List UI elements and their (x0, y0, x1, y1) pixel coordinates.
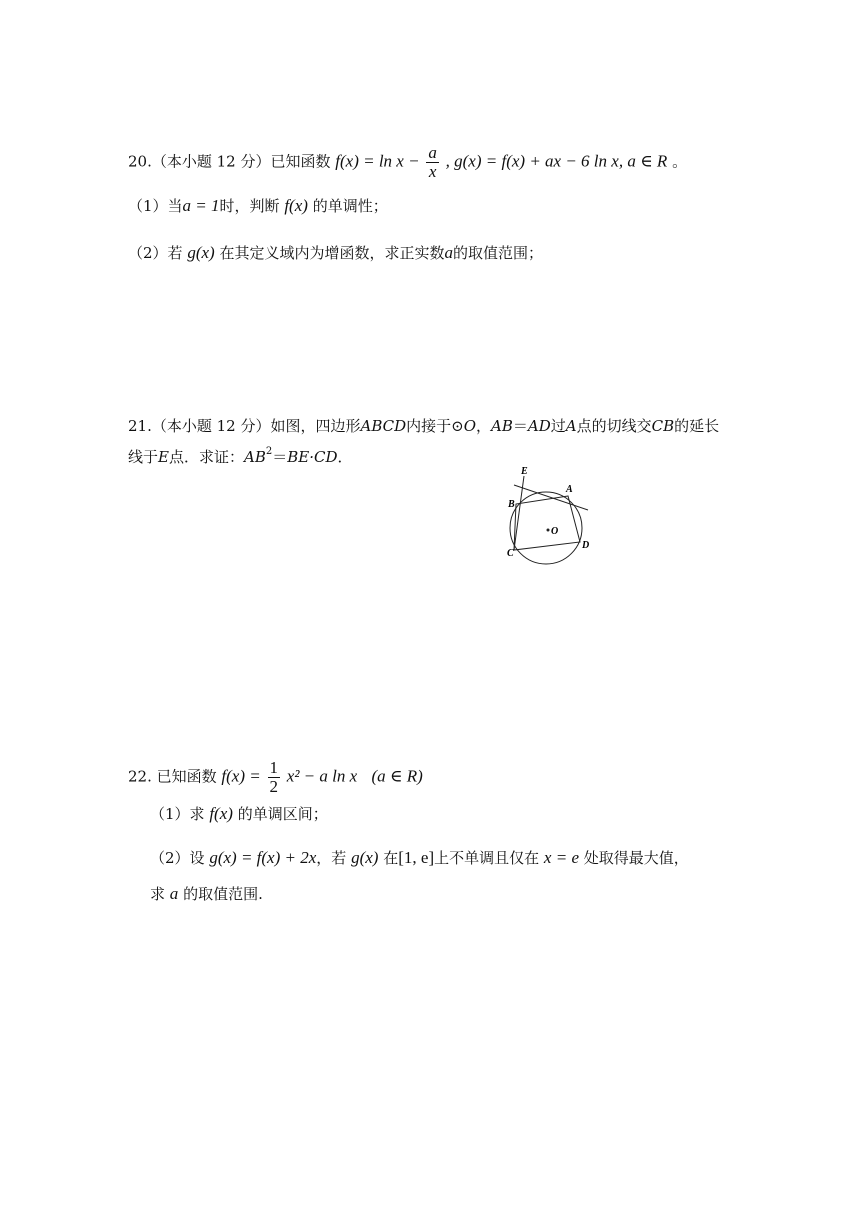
q21-l2-c: 点．求证： (168, 448, 244, 466)
q22-p2-mid3: 上不单调且仅在 (434, 849, 540, 867)
q21-l2-e: ＝ (272, 448, 288, 466)
q22-p2-mid1: ，若 (316, 849, 347, 867)
q21-geometry-figure (500, 460, 600, 570)
q20-p1-mid: 时，判断 (219, 197, 280, 215)
q20-p1-math2: f(x) (284, 196, 308, 215)
label-d: D (582, 540, 590, 551)
q22-fraction (268, 759, 281, 796)
q21-l2-d: AB (243, 448, 266, 466)
q22-rest: x² − a ln x (286, 766, 358, 786)
q20-p2-prefix: （2）若 (128, 244, 183, 262)
q22-p2-math1: g(x) = f(x) + 2x (209, 848, 317, 867)
q20-p1-prefix: （1）当 (128, 197, 183, 215)
q20-p1-math1: a = 1 (182, 196, 220, 215)
q21-l2-a: 线于 (128, 448, 159, 466)
tangent-line (514, 485, 588, 510)
label-c: C (507, 548, 514, 559)
q20-p2-mid: 在其定义域内为增函数，求正实数 (219, 244, 445, 262)
q20-statement (128, 144, 687, 181)
label-a: A (566, 484, 573, 495)
q22-p3-prefix: 求 (150, 885, 166, 903)
q22-frac-den: 2 (269, 777, 278, 796)
q20-p1-end: 的单调性； (312, 197, 388, 215)
q21-l1-l: CB (651, 417, 675, 435)
label-b: B (508, 499, 515, 510)
q21-l1-f: AB (491, 417, 513, 435)
q22-p1-math: f(x) (209, 804, 233, 823)
q22-frac-num: 1 (269, 758, 278, 777)
q21-l2-f: BE·CD (287, 448, 338, 466)
q22-p2-math3: [1, e] (398, 848, 435, 867)
q22-p2-mid2: 在 (383, 849, 399, 867)
q21-l1-j: A (565, 417, 577, 435)
center-o-dot (547, 529, 550, 532)
q22-cond: (a ∈ R) (371, 766, 423, 786)
q21-l2-sup: 2 (265, 446, 273, 457)
q21-statement-line1 (128, 416, 719, 436)
q20-prefix: 20.（本小题 12 分）已知函数 (128, 152, 331, 171)
q20-fraction (426, 144, 439, 181)
q22-p2-math2: g(x) (351, 848, 379, 867)
q21-l1-b: ABCD (360, 417, 407, 435)
quad-abcd (514, 496, 580, 550)
q20-p2-math2: a (444, 243, 453, 262)
q22-p2-end: 处取得最大值， (583, 849, 689, 867)
q22-p1-prefix: （1）求 (150, 805, 205, 823)
q21-l1-k: 点的切线交 (576, 417, 652, 435)
q22-p3-end: 的取值范围. (183, 885, 263, 903)
q20-end: 。 (672, 152, 688, 171)
q20-g-def: , g(x) = f(x) + ax − 6 ln x, a ∈ R (445, 151, 668, 171)
q21-l2-g: ． (337, 448, 353, 466)
q22-statement (128, 759, 423, 796)
q20-p2-math1: g(x) (187, 243, 215, 262)
q21-l1-i: 过 (550, 417, 566, 435)
q22-prefix: 22. 已知函数 (128, 767, 217, 786)
q21-l1-e: ， (476, 417, 492, 435)
q20-frac-den: x (428, 162, 437, 181)
q22-p1-end: 的单调区间； (237, 805, 328, 823)
q22-part2-cont (150, 884, 263, 904)
q21-l1-c: 内接于⊙ (406, 417, 464, 435)
q22-part2 (150, 848, 689, 868)
q21-l1-d: O (463, 417, 477, 435)
q21-l1-h: AD (527, 417, 551, 435)
q20-f-def: f(x) = ln x − (335, 151, 420, 171)
q21-statement-line2 (128, 442, 353, 467)
q22-part1 (150, 804, 328, 824)
q20-part2 (128, 243, 543, 263)
label-o: O (551, 526, 559, 537)
label-e: E (521, 466, 528, 477)
q21-l1-g: ＝ (512, 417, 528, 435)
q22-p2-prefix: （2）设 (150, 849, 205, 867)
q20-p2-end: 的取值范围； (453, 244, 544, 262)
q20-frac-num: a (428, 143, 437, 162)
q20-part1 (128, 196, 388, 216)
q21-l1-a: 21.（本小题 12 分）如图，四边形 (128, 417, 361, 435)
q22-p2-math4: x = e (543, 848, 579, 867)
q21-l1-m: 的延长 (674, 417, 720, 435)
q22-f-def: f(x) = (221, 766, 261, 786)
q21-l2-b: E (158, 448, 169, 466)
q22-p3-math: a (169, 884, 179, 903)
